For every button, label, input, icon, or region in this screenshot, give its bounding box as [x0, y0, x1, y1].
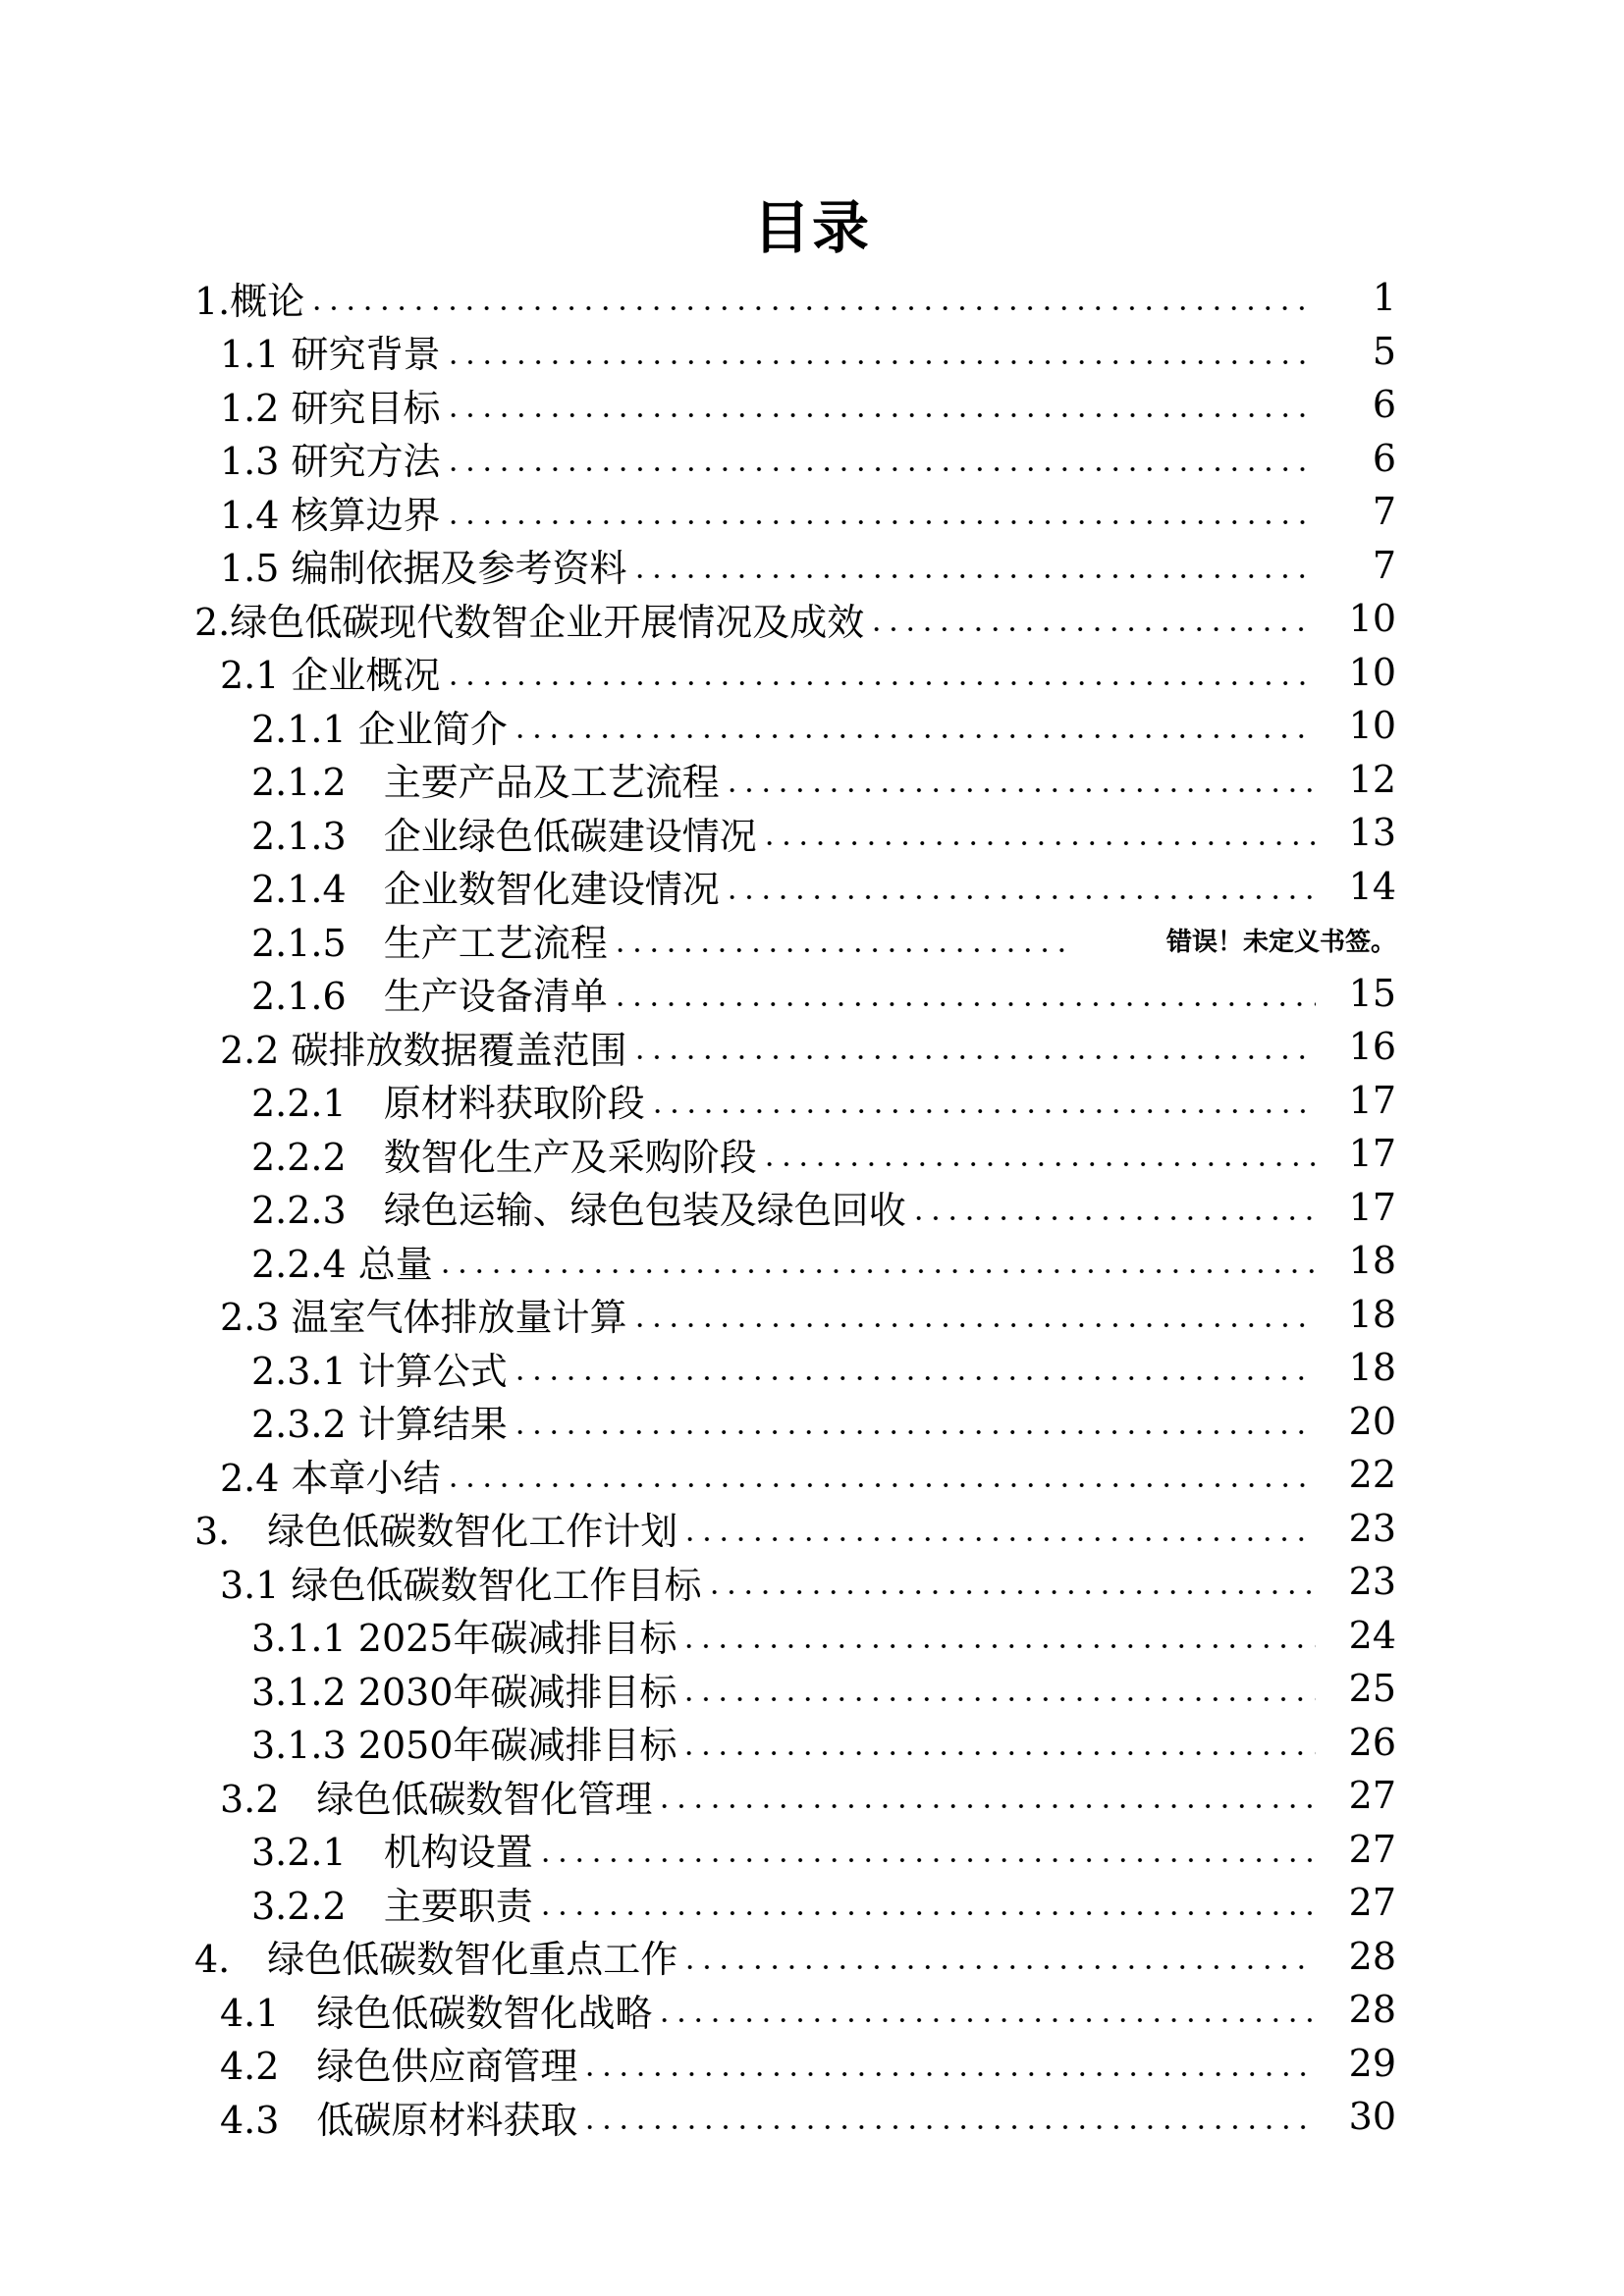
toc-entry[interactable] — [0, 806, 1624, 860]
toc-entry-title: 2.1.4 企业数智化建设情况 — [251, 868, 720, 912]
toc-page-number: 6 — [1372, 436, 1396, 480]
toc-entry[interactable] — [0, 860, 1624, 914]
dot-leader — [445, 520, 1316, 524]
toc-entry-title: 3.1 绿色低碳数智化工作目标 — [220, 1563, 702, 1607]
toc-entry[interactable] — [0, 1341, 1624, 1395]
toc-entry[interactable] — [0, 539, 1624, 593]
dot-leader — [656, 2018, 1316, 2022]
dot-leader — [512, 734, 1316, 738]
toc-page-number: 22 — [1348, 1453, 1396, 1497]
toc-page-number: 25 — [1348, 1667, 1396, 1711]
toc-entry[interactable] — [0, 913, 1624, 967]
dot-leader — [681, 1537, 1316, 1541]
toc-entry-title: 2.2 碳排放数据覆盖范围 — [220, 1028, 627, 1072]
toc-entry-title: 2.1.5 生产工艺流程 — [251, 921, 608, 965]
toc-entry-title: 2.1 企业概况 — [220, 654, 441, 698]
toc-page-number: 27 — [1348, 1881, 1396, 1925]
dot-leader — [649, 1109, 1316, 1113]
toc-page-number: 6 — [1372, 383, 1396, 427]
dot-leader — [612, 948, 1073, 952]
toc-entry[interactable] — [0, 1769, 1624, 1823]
dot-leader — [706, 1590, 1316, 1594]
toc-entry[interactable] — [0, 753, 1624, 807]
dot-leader — [680, 1751, 1316, 1755]
dot-leader — [631, 1055, 1316, 1059]
toc-page-number: 17 — [1348, 1185, 1396, 1229]
toc-page-number: 27 — [1348, 1827, 1396, 1871]
toc-page-number: 12 — [1348, 757, 1396, 801]
toc-entry-title: 2.2.1 原材料获取阶段 — [251, 1082, 645, 1126]
toc-page-number: 30 — [1348, 2095, 1396, 2139]
dot-leader — [868, 627, 1316, 631]
toc-entry[interactable] — [0, 1448, 1624, 1502]
toc-page-number: 10 — [1348, 704, 1396, 748]
toc-entry-title: 4.3 低碳原材料获取 — [220, 2098, 578, 2142]
dot-leader — [445, 681, 1316, 685]
toc-entry-title: 2.绿色低碳现代数智企业开展情况及成效 — [194, 600, 865, 644]
toc-entry-title: 1.3 研究方法 — [220, 440, 441, 484]
toc-page-number: 24 — [1348, 1613, 1396, 1657]
dot-leader — [761, 841, 1316, 845]
toc-entry[interactable] — [0, 646, 1624, 700]
dot-leader — [581, 2125, 1316, 2129]
toc-entry[interactable] — [0, 1395, 1624, 1449]
dot-leader — [537, 1858, 1316, 1862]
toc-entry-title: 1.4 核算边界 — [220, 493, 441, 537]
toc-page-number: 29 — [1348, 2041, 1396, 2085]
toc-entry-title: 4. 绿色低碳数智化重点工作 — [194, 1938, 678, 1982]
dot-leader — [445, 360, 1316, 364]
toc-page-number: 18 — [1348, 1346, 1396, 1390]
toc-entry[interactable] — [0, 2090, 1624, 2144]
toc-entry-title: 3.2.2 主要职责 — [251, 1884, 533, 1928]
toc-page-number: 28 — [1348, 1988, 1396, 2032]
bookmark-error-text: 错误！未定义书签。 — [1165, 927, 1396, 957]
dot-leader — [680, 1697, 1316, 1701]
toc-entry[interactable] — [0, 1288, 1624, 1342]
toc-entry[interactable] — [0, 485, 1624, 539]
toc-page-number: 1 — [1372, 276, 1396, 320]
dot-leader — [724, 895, 1316, 899]
dot-leader — [445, 467, 1316, 471]
toc-entry-title: 2.4 本章小结 — [220, 1456, 441, 1500]
toc-entry-title: 2.1.3 企业绿色低碳建设情况 — [251, 814, 757, 858]
toc-entry-title: 3.1.3 2050年碳减排目标 — [251, 1724, 677, 1768]
toc-entry-title: 2.2.4 总量 — [251, 1242, 433, 1286]
toc-page-number: 10 — [1348, 597, 1396, 641]
toc-entry-title: 1.5 编制依据及参考资料 — [220, 547, 627, 591]
toc-entry[interactable] — [0, 1181, 1624, 1235]
toc-entry[interactable] — [0, 1930, 1624, 1984]
table-of-contents — [0, 271, 1624, 2144]
toc-entry-title: 2.3.1 计算公式 — [251, 1349, 508, 1393]
toc-entry-title: 2.2.2 数智化生产及采购阶段 — [251, 1135, 757, 1179]
toc-entry[interactable] — [0, 1823, 1624, 1877]
toc-entry[interactable] — [0, 1234, 1624, 1288]
dot-leader — [445, 1483, 1316, 1487]
toc-page-number: 14 — [1348, 864, 1396, 908]
dot-leader — [910, 1216, 1316, 1220]
toc-entry-title: 2.1.6 生产设备清单 — [251, 975, 608, 1019]
toc-entry-title: 3.1.1 2025年碳减排目标 — [251, 1617, 677, 1661]
toc-page-number: 23 — [1348, 1560, 1396, 1604]
dot-leader — [656, 1804, 1316, 1808]
toc-entry-title: 3. 绿色低碳数智化工作计划 — [194, 1510, 678, 1554]
toc-page-number: 10 — [1348, 650, 1396, 694]
toc-entry-title: 2.3 温室气体排放量计算 — [220, 1296, 627, 1340]
toc-entry[interactable] — [0, 1609, 1624, 1663]
toc-entry-title: 3.2.1 机构设置 — [251, 1831, 533, 1875]
toc-entry-title: 1.概论 — [194, 279, 305, 323]
dot-leader — [512, 1376, 1316, 1380]
dot-leader — [445, 413, 1316, 417]
dot-leader — [724, 788, 1316, 792]
toc-entry[interactable] — [0, 1127, 1624, 1181]
toc-entry[interactable] — [0, 1876, 1624, 1930]
dot-leader — [681, 1965, 1316, 1969]
dot-leader — [437, 1269, 1316, 1273]
toc-page-number: 18 — [1348, 1239, 1396, 1283]
toc-page-number: 5 — [1372, 329, 1396, 373]
dot-leader — [512, 1430, 1316, 1434]
dot-leader — [680, 1644, 1316, 1648]
toc-entry-title: 1.1 研究背景 — [220, 333, 441, 377]
toc-page-number: 13 — [1348, 811, 1396, 855]
toc-entry-title: 2.1.2 主要产品及工艺流程 — [251, 761, 720, 805]
toc-entry[interactable] — [0, 325, 1624, 379]
toc-entry-title: 2.2.3 绿色运输、绿色包装及绿色回收 — [251, 1189, 906, 1233]
toc-entry-title: 4.2 绿色供应商管理 — [220, 2045, 578, 2089]
toc-entry[interactable] — [0, 1716, 1624, 1770]
toc-entry[interactable] — [0, 1983, 1624, 2037]
toc-page-number: 7 — [1372, 490, 1396, 534]
toc-entry-title: 3.2 绿色低碳数智化管理 — [220, 1777, 653, 1821]
toc-page-number: 7 — [1372, 543, 1396, 587]
toc-page-number: 26 — [1348, 1720, 1396, 1764]
dot-leader — [537, 1911, 1316, 1915]
dot-leader — [308, 306, 1316, 310]
toc-page-number: 16 — [1348, 1025, 1396, 1069]
toc-entry[interactable] — [0, 1502, 1624, 1556]
toc-entry[interactable] — [0, 1555, 1624, 1609]
dot-leader — [631, 574, 1316, 578]
toc-entry[interactable] — [0, 432, 1624, 486]
toc-entry[interactable] — [0, 2037, 1624, 2091]
toc-entry-title: 2.3.2 计算结果 — [251, 1403, 508, 1447]
toc-page-number: 17 — [1348, 1078, 1396, 1122]
toc-page-number: 18 — [1348, 1292, 1396, 1336]
toc-entry[interactable] — [0, 967, 1624, 1021]
dot-leader — [612, 1002, 1316, 1006]
toc-entry-title: 1.2 研究目标 — [220, 386, 441, 430]
toc-page-number: 17 — [1348, 1132, 1396, 1176]
toc-page-number: 28 — [1348, 1934, 1396, 1978]
toc-page-number: 23 — [1348, 1506, 1396, 1550]
toc-entry[interactable] — [0, 592, 1624, 646]
page-title: 目录 — [752, 194, 871, 261]
dot-leader — [631, 1323, 1316, 1327]
dot-leader — [581, 2072, 1316, 2076]
toc-entry[interactable] — [0, 699, 1624, 753]
toc-entry[interactable] — [0, 1662, 1624, 1716]
toc-entry-title: 2.1.1 企业简介 — [251, 707, 508, 751]
toc-page-number: 27 — [1348, 1774, 1396, 1818]
toc-entry[interactable] — [0, 378, 1624, 432]
toc-entry-title: 4.1 绿色低碳数智化战略 — [220, 1991, 653, 2035]
toc-entry[interactable] — [0, 1074, 1624, 1128]
dot-leader — [761, 1162, 1316, 1166]
toc-entry-title: 3.1.2 2030年碳减排目标 — [251, 1670, 677, 1714]
toc-page-number: 15 — [1348, 971, 1396, 1015]
toc-entry[interactable] — [0, 271, 1624, 325]
toc-entry[interactable] — [0, 1020, 1624, 1074]
toc-page-number: 20 — [1348, 1399, 1396, 1443]
